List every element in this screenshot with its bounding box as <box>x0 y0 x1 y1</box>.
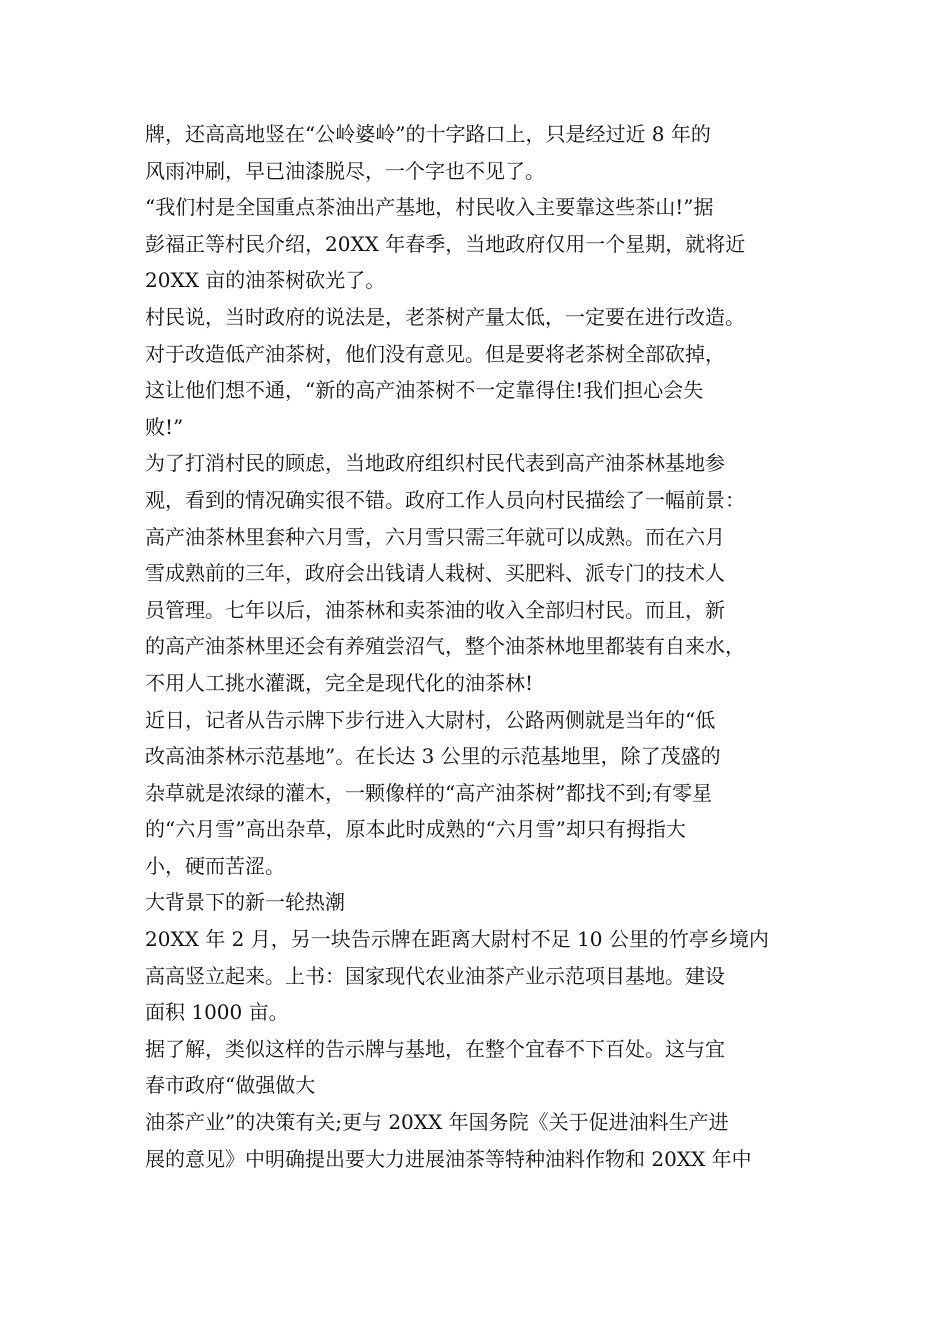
text-line: 据了解，类似这样的告示牌与基地，在整个宜春不下百处。这与宜 <box>145 1036 725 1061</box>
text-line: 高高竖立起来。上书：国家现代农业油茶产业示范项目基地。建设 <box>145 963 725 988</box>
text-line: 20XX 年 2 月，另一块告示牌在距离大尉村不足 10 公里的竹亭乡境内 <box>145 927 769 952</box>
text-line: 近日，记者从告示牌下步行进入大尉村，公路两侧就是当年的“低 <box>145 707 716 732</box>
text-line: 观，看到的情况确实很不错。政府工作人员向村民描绘了一幅前景： <box>145 487 745 512</box>
text-line: 雪成熟前的三年，政府会出钱请人栽树、买肥料、派专门的技术人 <box>145 561 725 586</box>
section-heading: 大背景下的新一轮热潮 <box>145 890 345 915</box>
text-line: 杂草就是浓绿的灌木，一颗像样的“高产油茶树”都找不到;有零星 <box>145 780 713 805</box>
text-line: “我们村是全国重点茶油出产基地，村民收入主要靠这些茶山!”据 <box>145 195 714 220</box>
text-line: 的“六月雪”高出杂草，原本此时成熟的“六月雪”却只有拇指大 <box>145 817 686 842</box>
text-line: 为了打消村民的顾虑，当地政府组织村民代表到高产油茶林基地参 <box>145 451 725 476</box>
text-line: 彭福正等村民介绍，20XX 年春季，当地政府仅用一个星期，就将近 <box>145 231 746 256</box>
text-line: 春市政府“做强做大 <box>145 1073 316 1098</box>
text-line: 败!” <box>145 414 184 439</box>
text-line: 不用人工挑水灌溉，完全是现代化的油茶林! <box>145 670 534 695</box>
text-line: 这让他们想不通，“新的高产油茶树不一定靠得住!我们担心会失 <box>145 378 704 403</box>
text-line: 改高油茶林示范基地”。在长达 3 公里的示范基地里，除了茂盛的 <box>145 744 721 769</box>
text-line: 员管理。七年以后，油茶林和卖茶油的收入全部归村民。而且，新 <box>145 597 725 622</box>
text-line: 展的意见》中明确提出要大力进展油茶等特种油料作物和 20XX 年中 <box>145 1146 752 1171</box>
text-line: 风雨冲刷，早已油漆脱尽，一个字也不见了。 <box>145 158 545 183</box>
text-line: 牌，还高高地竖在“公岭婆岭”的十字路口上，只是经过近 8 年的 <box>145 122 711 146</box>
body-text <box>145 116 825 1177</box>
text-line: 高产油茶林里套种六月雪，六月雪只需三年就可以成熟。而在六月 <box>145 524 725 549</box>
text-line: 对于改造低产油茶树，他们没有意见。但是要将老茶树全部砍掉， <box>145 341 725 366</box>
text-line: 20XX 亩的油茶树砍光了。 <box>145 268 386 293</box>
text-line: 村民说，当时政府的说法是，老茶树产量太低，一定要在进行改造。 <box>145 304 745 329</box>
text-line: 的高产油茶林里还会有养殖尝沼气，整个油茶林地里都装有自来水， <box>145 634 745 659</box>
text-line: 油茶产业”的决策有关;更与 20XX 年国务院《关于促进油料生产进 <box>145 1110 729 1135</box>
text-line: 面积 1000 亩。 <box>145 1000 289 1025</box>
text-line: 小，硬而苦涩。 <box>145 853 285 878</box>
